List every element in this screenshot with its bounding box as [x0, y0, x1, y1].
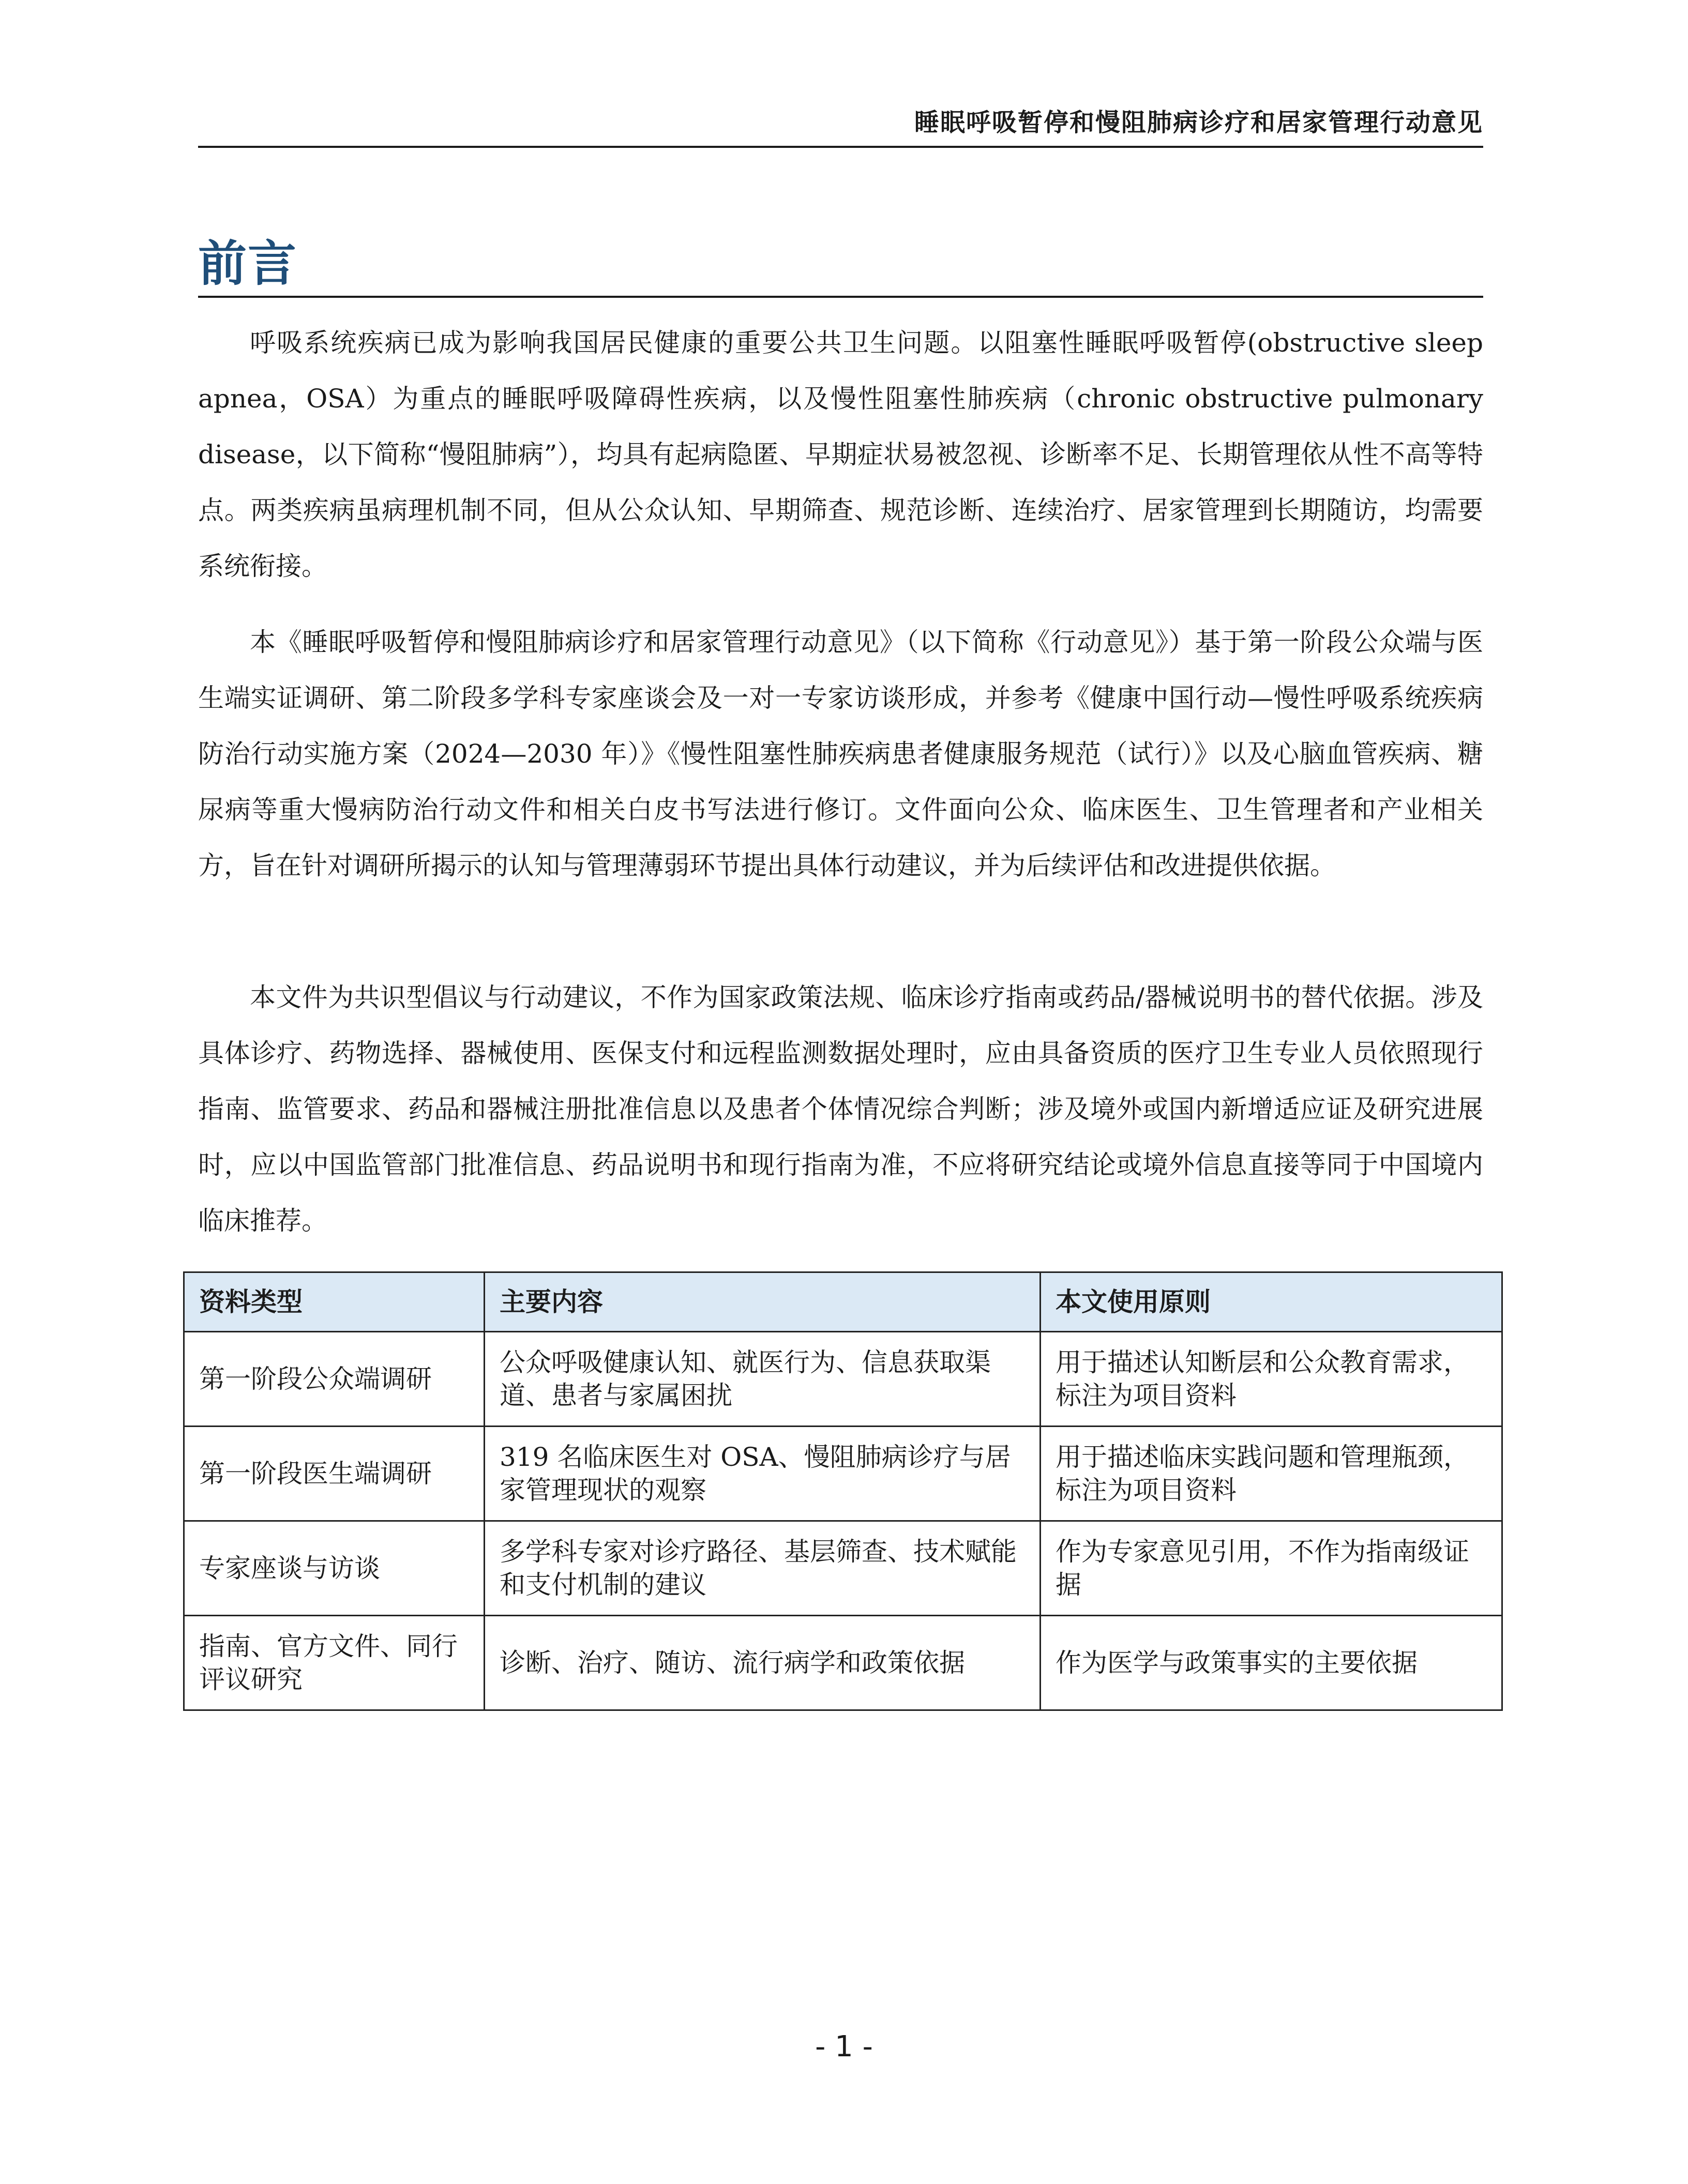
- source-materials-table: [183, 1271, 1503, 1711]
- table-cell: 用于描述临床实践问题和管理瓶颈，标注为项目资料: [1041, 1427, 1502, 1521]
- table-row: [184, 1616, 1502, 1710]
- section-heading: [198, 217, 1483, 298]
- table-row: [184, 1427, 1502, 1521]
- page-header: [198, 97, 1483, 148]
- section-title: 前言: [198, 236, 298, 292]
- table-cell: 多学科专家对诊疗路径、基层筛查、技术赋能和支付机制的建议: [485, 1521, 1041, 1616]
- column-header-material-type: 资料类型: [184, 1272, 485, 1332]
- table-header-row: [184, 1272, 1502, 1332]
- column-header-main-content: 主要内容: [485, 1272, 1041, 1332]
- table-cell: 诊断、治疗、随访、流行病学和政策依据: [485, 1616, 1041, 1710]
- column-header-usage-principle: 本文使用原则: [1041, 1272, 1502, 1332]
- table-cell: 指南、官方文件、同行评议研究: [184, 1616, 485, 1710]
- table-cell: 专家座谈与访谈: [184, 1521, 485, 1616]
- table-cell: 作为专家意见引用，不作为指南级证据: [1041, 1521, 1502, 1616]
- table-cell: 公众呼吸健康认知、就医行为、信息获取渠道、患者与家属困扰: [485, 1332, 1041, 1427]
- table-row: [184, 1332, 1502, 1427]
- paragraph-intro: 呼吸系统疾病已成为影响我国居民健康的重要公共卫生问题。以阻塞性睡眠呼吸暂停(obstructive sleep apnea，OSA）为重点的睡眠呼吸障碍性疾病，以及慢性阻塞性肺疾病（chronic obstructive pulmonary disease，以下简称“慢阻肺病”），均具有起病隐匿、早期症状易被忽视、诊断率不足、长期管理依从性不高等特点。两类疾病虽病理机制不同，但从公众认知、早期筛查、规范诊断、连续治疗、居家管理到长期随访，均需要系统衔接。: [198, 328, 1483, 581]
- page-number: - 1 -: [815, 2030, 873, 2064]
- paragraph-disclaimer: 本文件为共识型倡议与行动建议，不作为国家政策法规、临床诊疗指南或药品/器械说明书的替代依据。涉及具体诊疗、药物选择、器械使用、医保支付和远程监测数据处理时，应由具备资质的医疗卫生专业人员依照现行指南、监管要求、药品和器械注册批准信息以及患者个体情况综合判断；涉及境外或国内新增适应证及研究进展时，应以中国监管部门批准信息、药品说明书和现行指南为准，不应将研究结论或境外信息直接等同于中国境内临床推荐。: [198, 982, 1483, 1236]
- table-row: [184, 1521, 1502, 1616]
- table-cell: 第一阶段医生端调研: [184, 1427, 485, 1521]
- paragraph-basis: 本《睡眠呼吸暂停和慢阻肺病诊疗和居家管理行动意见》（以下简称《行动意见》）基于第一阶段公众端与医生端实证调研、第二阶段多学科专家座谈会及一对一专家访谈形成，并参考《健康中国行动—慢性呼吸系统疾病防治行动实施方案（2024—2030 年）》《慢性阻塞性肺疾病患者健康服务规范（试行）》以及心脑血管疾病、糖尿病等重大慢病防治行动文件和相关白皮书写法进行修订。文件面向公众、临床医生、卫生管理者和产业相关方，旨在针对调研所揭示的认知与管理薄弱环节提出具体行动建议，并为后续评估和改进提供依据。: [198, 627, 1483, 881]
- running-title: 睡眠呼吸暂停和慢阻肺病诊疗和居家管理行动意见: [914, 108, 1483, 137]
- table-cell: 第一阶段公众端调研: [184, 1332, 485, 1427]
- table-cell: 作为医学与政策事实的主要依据: [1041, 1616, 1502, 1710]
- table-cell: 用于描述认知断层和公众教育需求，标注为项目资料: [1041, 1332, 1502, 1427]
- table-cell: 319 名临床医生对 OSA、慢阻肺病诊疗与居家管理现状的观察: [485, 1427, 1041, 1521]
